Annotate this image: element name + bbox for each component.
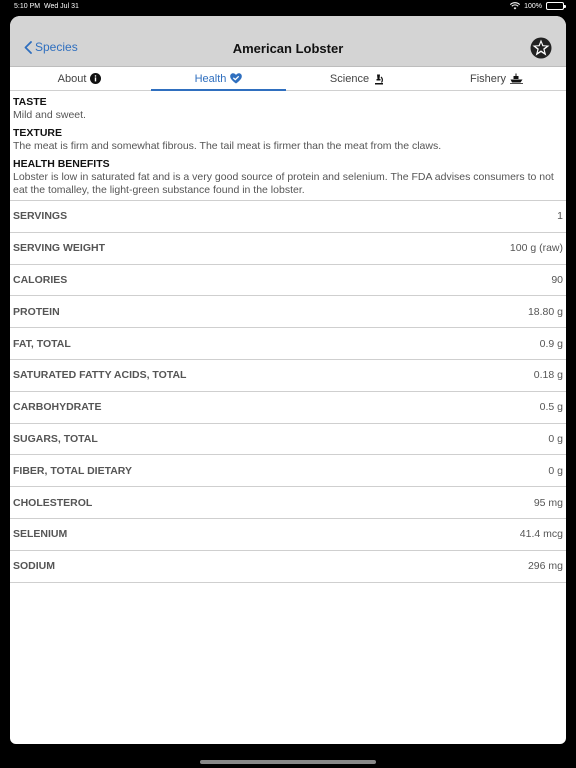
- app-screen: [10, 16, 566, 744]
- status-time: 5:10 PM Wed Jul 31: [14, 3, 79, 10]
- nutrient-value: 0.9 g: [539, 337, 563, 350]
- nutrient-label: SERVING WEIGHT: [13, 242, 105, 255]
- wifi-icon: [510, 2, 520, 10]
- nutrient-value: 18.80 g: [527, 305, 563, 318]
- nutrient-value: 296 mg: [527, 560, 563, 573]
- nutrient-value: 41.4 mcg: [519, 528, 563, 541]
- section-text: Mild and sweet.: [13, 109, 86, 121]
- nutrition-table: [10, 200, 566, 583]
- table-row: [10, 233, 566, 265]
- table-row: [10, 519, 566, 551]
- boat-icon: [510, 73, 523, 84]
- nutrient-value: 100 g (raw): [509, 242, 563, 255]
- nutrient-label: SELENIUM: [13, 528, 68, 541]
- battery-icon: [546, 2, 564, 10]
- nutrient-value: 0 g: [548, 432, 563, 445]
- nutrient-label: FAT, TOTAL: [13, 337, 71, 350]
- section-text: Lobster is low in saturated fat and is a very good source of protein and selenium. The FDA advises consumers to not eat the tomalley, the light-green substance found in the lobster.: [13, 171, 554, 196]
- tab-fishery[interactable]: Fishery: [427, 67, 566, 90]
- texture-section: [13, 127, 563, 153]
- status-bar: [0, 0, 576, 14]
- table-row: [10, 360, 566, 392]
- nutrient-label: SATURATED FATTY ACIDS, TOTAL: [13, 369, 187, 382]
- star-badge-icon[interactable]: [530, 37, 552, 64]
- table-row: [10, 328, 566, 360]
- nutrient-label: CARBOHYDRATE: [13, 401, 102, 414]
- descriptions: [10, 96, 566, 197]
- status-indicators: [510, 2, 564, 10]
- microscope-icon: [373, 73, 385, 85]
- page-title: American Lobster: [232, 41, 344, 56]
- tab-bar: [10, 67, 566, 91]
- table-row: [10, 201, 566, 233]
- tab-about[interactable]: About: [10, 67, 149, 90]
- nutrient-label: PROTEIN: [13, 305, 60, 318]
- section-text: The meat is firm and somewhat fibrous. The tail meat is firmer than the meat from the claws.: [13, 140, 442, 152]
- tab-science[interactable]: Science: [288, 67, 427, 90]
- section-heading: TASTE: [13, 96, 47, 108]
- nutrient-label: SERVINGS: [13, 210, 68, 223]
- nutrient-label: CHOLESTEROL: [13, 496, 93, 509]
- table-row: [10, 392, 566, 424]
- heart-check-icon: [230, 73, 242, 84]
- section-heading: TEXTURE: [13, 127, 63, 139]
- health-benefits-section: [13, 158, 563, 197]
- section-heading: HEALTH BENEFITS: [13, 158, 110, 170]
- nutrient-value: 90: [551, 273, 563, 286]
- home-indicator[interactable]: [200, 760, 376, 764]
- nutrient-label: SODIUM: [13, 560, 55, 573]
- info-icon: [90, 73, 101, 84]
- table-row: [10, 551, 566, 583]
- table-row: [10, 296, 566, 328]
- nutrient-value: 0 g: [548, 464, 563, 477]
- table-row: [10, 424, 566, 456]
- tab-health[interactable]: Health: [149, 67, 288, 90]
- nutrient-label: FIBER, TOTAL DIETARY: [13, 464, 133, 477]
- nutrient-label: SUGARS, TOTAL: [13, 432, 98, 445]
- nutrient-value: 95 mg: [533, 496, 563, 509]
- battery-percent: 100%: [524, 2, 542, 10]
- nutrient-value: 0.5 g: [539, 401, 563, 414]
- back-label: Species: [35, 40, 78, 54]
- navigation-bar: [10, 16, 566, 67]
- nutrient-value: 0.18 g: [533, 369, 563, 382]
- taste-section: [13, 96, 563, 122]
- table-row: [10, 487, 566, 519]
- table-row: [10, 455, 566, 487]
- nutrient-value: 1: [557, 210, 563, 223]
- table-row: [10, 265, 566, 297]
- nutrient-label: CALORIES: [13, 273, 68, 286]
